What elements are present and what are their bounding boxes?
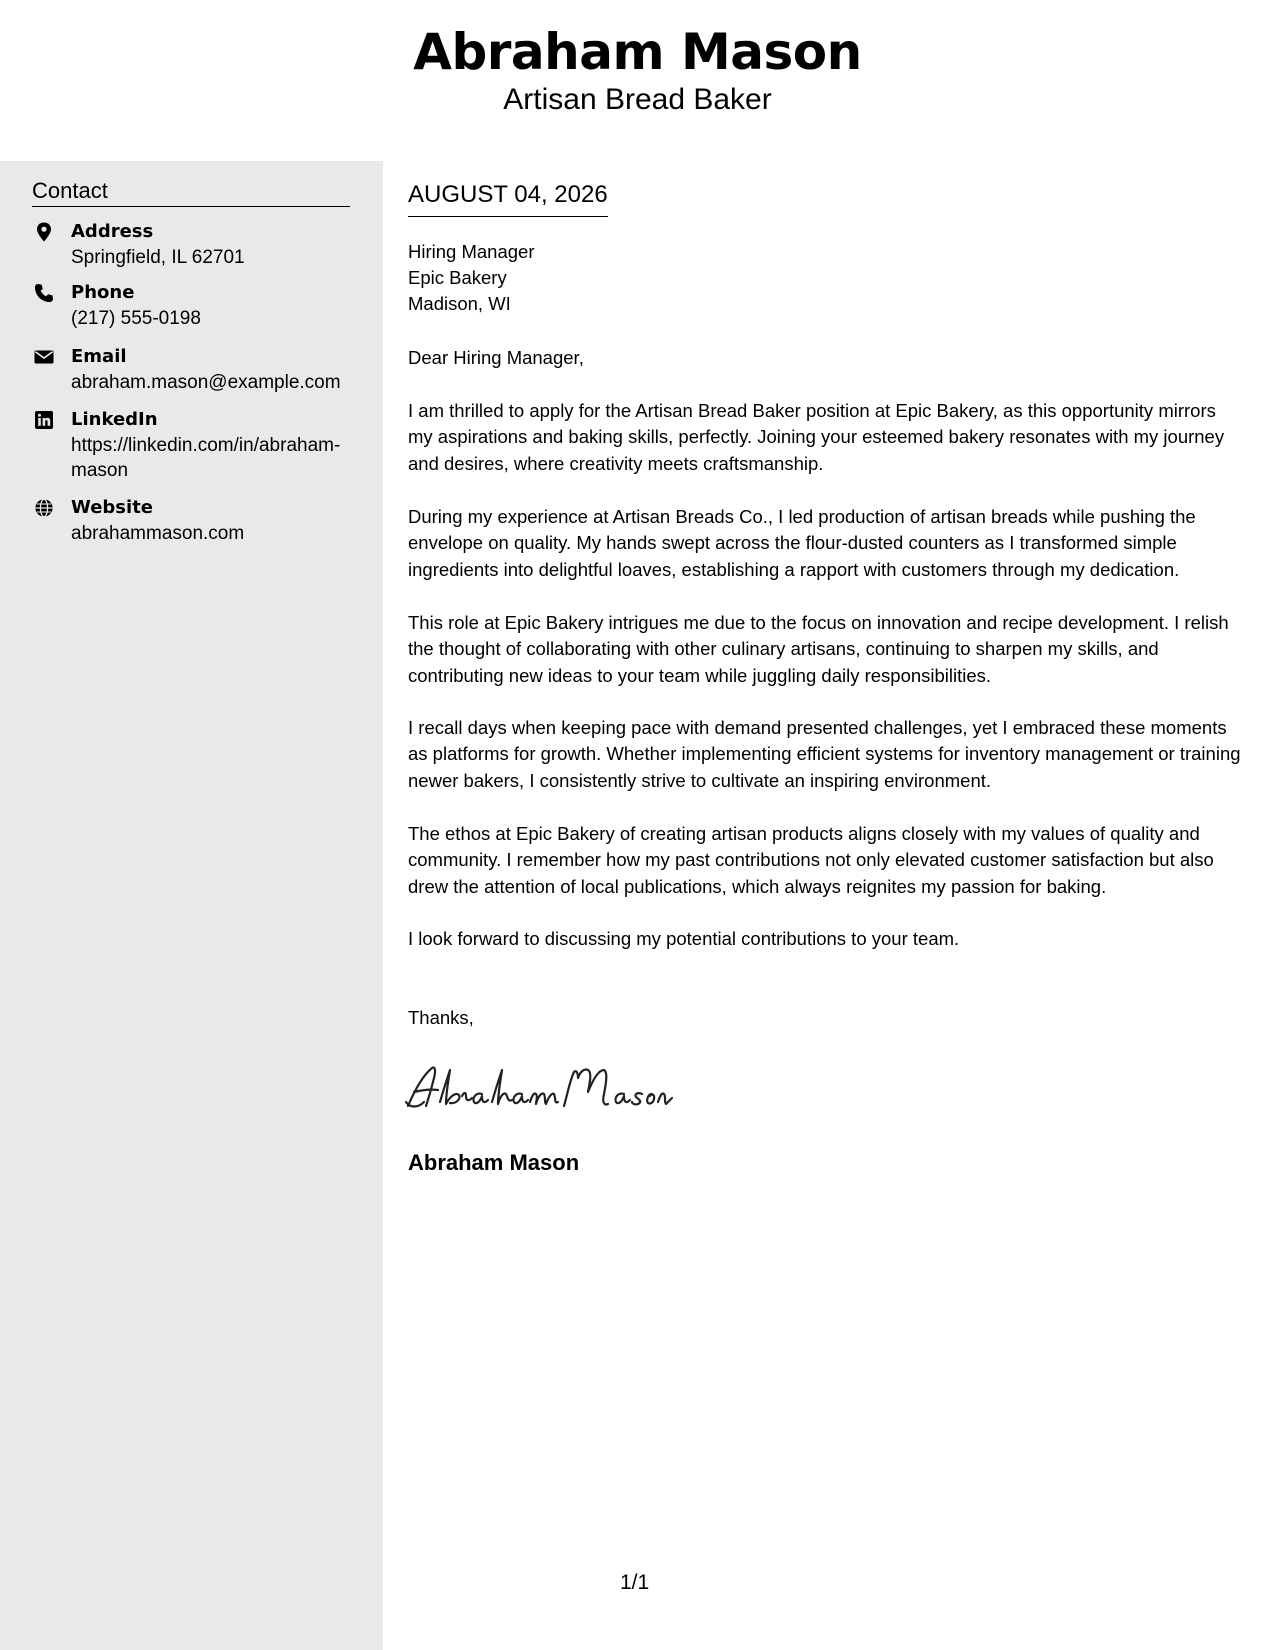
contact-label: Website [71, 497, 154, 518]
contact-label: Phone [71, 282, 135, 303]
contact-item-address [32, 220, 350, 270]
handwritten-signature [404, 1062, 674, 1114]
paragraph: This role at Epic Bakery intrigues me due to the focus on innovation and recipe development. I relish the thought of collaborating with other culinary artisans, continuing to sharpen my skills, and contributing new ideas to your team while juggling daily responsibilities. [408, 612, 1229, 686]
linkedin-icon [34, 410, 54, 430]
closing: Thanks, [408, 1007, 474, 1028]
phone-icon [34, 283, 54, 303]
contact-value: https://linkedin.com/in/abraham-mason [71, 435, 341, 481]
paragraph: The ethos at Epic Bakery of creating artisan products aligns closely with my values of quality and community. I remember how my past contributions not only elevated customer satisfaction but also drew the attention of local publications, which always reignites my passion for baking. [408, 823, 1214, 897]
paragraph: I look forward to discussing my potential contributions to your team. [408, 928, 960, 949]
contact-value: abrahammason.com [71, 523, 245, 544]
contact-value: (217) 555-0198 [71, 308, 201, 329]
letter-header [0, 0, 1275, 160]
envelope-icon [34, 347, 54, 367]
contact-label: Email [71, 346, 127, 367]
paragraph: I recall days when keeping pace with demand presented challenges, yet I embraced these moments as platforms for growth. Whether implementing efficient systems for inventory management or training newer bakers, I consistently strive to cultivate an inspiring environment. [408, 717, 1241, 791]
contact-value: Springfield, IL 62701 [71, 247, 245, 268]
contact-item-email [32, 345, 350, 395]
map-pin-icon [34, 222, 54, 242]
recipient-line: Hiring Manager [408, 241, 535, 262]
contact-item-website [32, 496, 350, 546]
recipient-line: Madison, WI [408, 293, 511, 314]
contact-label: LinkedIn [71, 409, 158, 430]
contact-item-phone [32, 281, 350, 331]
contact-label: Address [71, 221, 154, 242]
salutation: Dear Hiring Manager, [408, 347, 584, 368]
contact-heading: Contact [32, 178, 350, 207]
recipient-line: Epic Bakery [408, 267, 507, 288]
contact-value: abraham.mason@example.com [71, 372, 341, 393]
signed-name: Abraham Mason [408, 1150, 580, 1175]
globe-icon [34, 498, 54, 518]
paragraph: During my experience at Artisan Breads Co., I led production of artisan breads while pushing the envelope on quality. My hands swept across the flour-dusted counters as I transformed simple ingredients into delightful loaves, establishing a rapport with customers through my dedication. [408, 506, 1196, 580]
recipient-block [408, 239, 534, 317]
letter-date: AUGUST 04, 2026 [408, 180, 608, 217]
contact-item-linkedin [32, 408, 350, 484]
applicant-name: Abraham Mason [413, 23, 862, 81]
paragraph: I am thrilled to apply for the Artisan Bread Baker position at Epic Bakery, as this opportunity mirrors my aspirations and baking skills, perfectly. Joining your esteemed bakery resonates with my journey and desires, where creativity meets craftsmanship. [408, 400, 1225, 474]
applicant-title: Artisan Bread Baker [503, 83, 772, 116]
page-number: 1/1 [620, 1571, 650, 1594]
